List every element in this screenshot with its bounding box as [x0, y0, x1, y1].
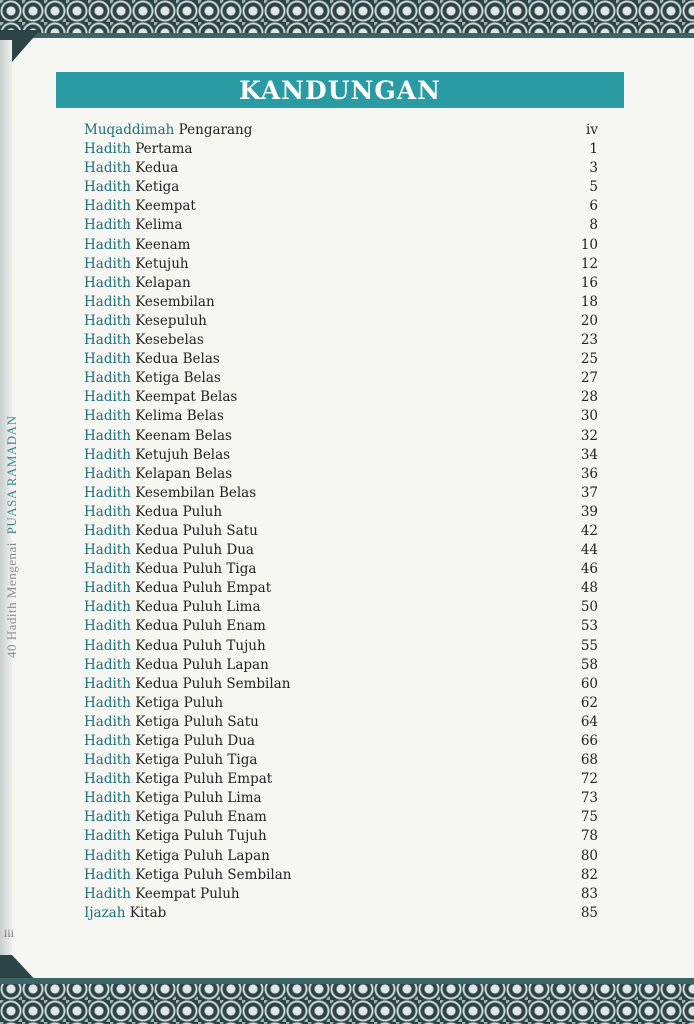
toc-entry-keyword: Hadith [84, 217, 131, 234]
toc-entry-page: 18 [580, 293, 598, 310]
toc-entry-keyword: Hadith [84, 503, 131, 520]
toc-entry-name: Ketiga Puluh Lima [135, 790, 262, 807]
toc-entry [84, 694, 598, 713]
toc-entry-title [84, 522, 258, 541]
toc-entry [84, 808, 598, 827]
toc-entry [84, 847, 598, 866]
toc-entry-page: 23 [580, 332, 598, 349]
toc-entry-page: 36 [580, 465, 598, 482]
toc-entry-name: Keempat Puluh [135, 885, 240, 902]
toc-entry-page: 1 [589, 141, 598, 158]
toc-entry-name: Kedua Puluh Tiga [135, 561, 257, 578]
toc-entry-page: 12 [580, 255, 598, 272]
toc-entry-name: Kesebelas [135, 332, 204, 349]
toc-entry-page: 42 [580, 522, 598, 539]
toc-entry-page: 46 [580, 561, 598, 578]
toc-entry-name: Pertama [135, 141, 193, 158]
toc-entry-name: Kedua [135, 160, 179, 177]
toc-entry [84, 827, 598, 846]
toc-entry-keyword: Hadith [84, 771, 131, 788]
toc-entry-page: 62 [580, 694, 598, 711]
toc-entry-title [84, 236, 190, 255]
toc-entry-keyword: Hadith [84, 255, 131, 272]
toc-entry-title [84, 713, 259, 732]
toc-entry [84, 216, 598, 235]
toc-entry-title [84, 560, 256, 579]
title-banner [56, 72, 624, 108]
toc-entry-keyword: Hadith [84, 312, 131, 329]
toc-entry-title [84, 789, 262, 808]
toc-entry-keyword: Hadith [84, 694, 131, 711]
toc-entry-name: Kesepuluh [135, 312, 207, 329]
toc-entry-page: iv [586, 122, 598, 138]
toc-entry-title [84, 274, 191, 293]
toc-entry-page: 25 [580, 351, 598, 368]
toc-entry [84, 617, 598, 636]
toc-entry-title [84, 656, 269, 675]
toc-entry [84, 579, 598, 598]
toc-entry [84, 522, 598, 541]
toc-entry-page: 6 [589, 198, 598, 215]
toc-entry-keyword: Hadith [84, 885, 131, 902]
toc-entry [84, 350, 598, 369]
toc-entry-title [84, 350, 220, 369]
toc-entry-page: 27 [580, 370, 598, 387]
toc-entry-title [84, 159, 178, 178]
decorative-top-border [0, 0, 694, 38]
toc-entry-title [84, 847, 270, 866]
toc-entry [84, 713, 598, 732]
toc-entry-title [84, 465, 232, 484]
toc-entry-page: 44 [580, 542, 598, 559]
toc-entry-name: Ketiga Puluh Tiga [135, 752, 258, 769]
toc-entry-name: Keenam Belas [135, 427, 232, 444]
toc-entry-page: 39 [580, 503, 598, 520]
running-header-line1: 40 Hadith Mengenai [4, 542, 19, 658]
toc-entry-page: 83 [580, 885, 598, 902]
toc-entry-page: 37 [580, 484, 598, 501]
toc-entry-keyword: Hadith [84, 866, 131, 883]
toc-entry-title [84, 197, 196, 216]
toc-entry-name: Kedua Puluh [135, 503, 223, 520]
running-header-line2: PUASA RAMADAN [4, 415, 19, 535]
toc-entry [84, 159, 598, 178]
toc-entry-keyword: Hadith [84, 752, 131, 769]
toc-entry-name: Kedua Puluh Sembilan [135, 675, 291, 692]
toc-entry [84, 197, 598, 216]
toc-entry-keyword: Hadith [84, 389, 131, 406]
toc-entry [84, 656, 598, 675]
toc-entry-title [84, 140, 192, 159]
toc-entry-page: 10 [580, 236, 598, 253]
toc-entry-keyword: Hadith [84, 332, 131, 349]
toc-entry-keyword: Hadith [84, 484, 131, 501]
toc-entry-page: 16 [580, 274, 598, 291]
toc-entry-page: 48 [580, 580, 598, 597]
toc-entry-title [84, 293, 215, 312]
toc-entry-keyword: Hadith [84, 561, 131, 578]
toc-entry-keyword: Hadith [84, 618, 131, 635]
toc-entry-page: 78 [580, 828, 598, 845]
toc-entry-keyword: Hadith [84, 141, 131, 158]
toc-entry-page: 80 [580, 847, 598, 864]
decorative-bottom-border [0, 978, 694, 1024]
toc-entry-title [84, 503, 222, 522]
toc-entry [84, 637, 598, 656]
toc-entry-keyword: Hadith [84, 542, 131, 559]
toc-entry-page: 50 [580, 599, 598, 616]
toc-entry-title [84, 388, 237, 407]
toc-entry-page: 55 [580, 637, 598, 654]
toc-entry-name: Keempat [135, 198, 196, 215]
toc-entry [84, 331, 598, 350]
toc-entry [84, 427, 598, 446]
toc-entry-name: Kelapan [135, 274, 191, 291]
toc-entry-name: Kedua Puluh Enam [135, 618, 266, 635]
toc-entry-title [84, 866, 291, 885]
toc-entry [84, 293, 598, 312]
toc-entry-keyword: Hadith [84, 713, 131, 730]
toc-entry [84, 465, 598, 484]
toc-entry-keyword: Hadith [84, 599, 131, 616]
toc-entry-name: Kelima [135, 217, 183, 234]
toc-entry-name: Kesembilan Belas [135, 484, 257, 501]
toc-entry-page: 3 [589, 160, 598, 177]
toc-entry-page: 68 [580, 752, 598, 769]
toc-entry-name: Ketiga Puluh Satu [135, 713, 259, 730]
toc-entry-name: Kesembilan [135, 293, 215, 310]
toc-entry-name: Ketiga Puluh Enam [135, 809, 267, 826]
toc-entry-keyword: Hadith [84, 293, 131, 310]
toc-entry-name: Kedua Puluh Satu [135, 522, 258, 539]
running-header-vertical [4, 58, 20, 658]
toc-entry-page: 75 [580, 809, 598, 826]
table-of-contents [84, 121, 598, 923]
toc-entry-keyword: Hadith [84, 733, 131, 749]
toc-entry-name: Ketiga [135, 179, 180, 196]
toc-entry-title [84, 446, 230, 465]
toc-entry-page: 34 [580, 446, 598, 463]
toc-entry-keyword: Hadith [84, 828, 131, 845]
toc-entry-name: Ketiga Belas [135, 370, 221, 387]
toc-entry-page: 85 [580, 904, 598, 921]
toc-entry-keyword: Hadith [84, 809, 131, 826]
toc-entry-keyword: Hadith [84, 351, 131, 368]
toc-entry-name: Ketiga Puluh Empat [135, 771, 273, 788]
toc-entry-page: 73 [580, 790, 598, 807]
toc-entry-title [84, 331, 204, 350]
toc-entry-title [84, 255, 189, 274]
toc-entry [84, 484, 598, 503]
toc-entry [84, 598, 598, 617]
toc-entry [84, 388, 598, 407]
toc-entry [84, 904, 598, 923]
toc-entry-keyword: Hadith [84, 198, 131, 215]
toc-entry [84, 178, 598, 197]
toc-entry-name: Ketujuh Belas [135, 446, 231, 463]
toc-entry-name: Keempat Belas [135, 389, 238, 406]
toc-entry [84, 503, 598, 522]
toc-entry-title [84, 484, 256, 503]
toc-entry-keyword: Hadith [84, 580, 131, 597]
toc-entry-page: 8 [589, 217, 598, 234]
toc-entry-title [84, 751, 257, 770]
toc-entry-name: Kedua Puluh Lapan [135, 656, 269, 673]
toc-entry-keyword: Hadith [84, 675, 131, 692]
toc-entry-keyword: Hadith [84, 637, 131, 654]
toc-entry-keyword: Hadith [84, 408, 131, 425]
toc-entry-name: Kedua Puluh Dua [135, 542, 254, 559]
toc-entry-title [84, 541, 254, 560]
toc-entry-title [84, 675, 290, 694]
toc-entry-title [84, 427, 232, 446]
toc-entry [84, 885, 598, 904]
toc-entry-keyword: Hadith [84, 160, 131, 177]
toc-entry-title [84, 598, 261, 617]
toc-entry [84, 675, 598, 694]
toc-entry-name: Ketujuh [135, 255, 189, 272]
toc-entry-name: Kedua Puluh Tujuh [135, 637, 266, 654]
toc-entry [84, 407, 598, 426]
toc-entry-title [84, 827, 267, 846]
toc-entry-title [84, 178, 179, 197]
toc-entry-keyword: Ijazah [84, 904, 126, 921]
toc-entry [84, 446, 598, 465]
toc-entry [84, 789, 598, 808]
toc-entry-keyword: Hadith [84, 427, 131, 444]
toc-entry-keyword: Hadith [84, 847, 131, 864]
page-title: KANDUNGAN [239, 75, 441, 105]
toc-entry [84, 312, 598, 331]
toc-entry-title [84, 885, 240, 904]
toc-entry-name: Keenam [135, 236, 191, 253]
toc-entry [84, 369, 598, 388]
toc-entry [84, 255, 598, 274]
toc-entry-title [84, 770, 272, 789]
toc-entry-name: Kelima Belas [135, 408, 224, 425]
toc-entry-page: 58 [580, 656, 598, 673]
toc-entry-keyword: Hadith [84, 236, 131, 253]
toc-entry-name: Kitab [129, 904, 167, 921]
toc-entry-page: 30 [580, 408, 598, 425]
toc-entry-page: 32 [580, 427, 598, 444]
toc-entry-keyword: Hadith [84, 465, 131, 482]
toc-entry-keyword: Hadith [84, 370, 131, 387]
toc-entry [84, 121, 598, 140]
toc-entry-page: 53 [580, 618, 598, 635]
toc-entry-name: Ketiga Puluh [135, 694, 224, 711]
toc-entry-name: Ketiga Puluh Tujuh [135, 828, 267, 845]
toc-entry-title [84, 732, 255, 751]
toc-entry-page: 72 [580, 771, 598, 788]
toc-entry-name: Ketiga Puluh Lapan [135, 847, 270, 864]
page-number: iii [4, 926, 15, 940]
toc-entry-keyword: Hadith [84, 656, 131, 673]
toc-entry-title [84, 694, 223, 713]
toc-entry-keyword: Hadith [84, 790, 131, 807]
toc-entry-page: 82 [580, 866, 598, 883]
toc-entry [84, 274, 598, 293]
toc-entry [84, 751, 598, 770]
toc-entry-page: 28 [580, 389, 598, 406]
toc-entry [84, 866, 598, 885]
toc-entry-page: 60 [580, 675, 598, 692]
toc-entry-title [84, 369, 221, 388]
toc-entry [84, 770, 598, 789]
toc-entry [84, 236, 598, 255]
toc-entry [84, 732, 598, 751]
toc-entry-title [84, 407, 224, 426]
toc-entry-keyword: Muqaddimah [84, 122, 175, 138]
toc-entry [84, 541, 598, 560]
toc-entry-title [84, 579, 271, 598]
toc-entry-keyword: Hadith [84, 446, 131, 463]
toc-entry-page: 5 [589, 179, 598, 196]
toc-entry-title [84, 637, 266, 656]
toc-entry-page: 66 [580, 733, 598, 749]
toc-entry-name: Kedua Puluh Empat [135, 580, 272, 597]
toc-entry-title [84, 808, 267, 827]
toc-entry-name: Pengarang [178, 122, 253, 138]
toc-entry-page: 20 [580, 312, 598, 329]
toc-entry-keyword: Hadith [84, 522, 131, 539]
toc-entry-keyword: Hadith [84, 179, 131, 196]
toc-entry-title [84, 216, 182, 235]
toc-entry-title [84, 617, 266, 636]
toc-entry-keyword: Hadith [84, 274, 131, 291]
toc-entry-name: Kedua Puluh Lima [135, 599, 261, 616]
toc-entry-page: 64 [580, 713, 598, 730]
toc-entry-name: Ketiga Puluh Dua [135, 733, 255, 749]
toc-entry-title [84, 904, 166, 923]
toc-entry-name: Kelapan Belas [135, 465, 233, 482]
toc-entry-title [84, 121, 252, 140]
toc-entry-name: Ketiga Puluh Sembilan [135, 866, 292, 883]
toc-entry-title [84, 312, 207, 331]
toc-entry [84, 560, 598, 579]
toc-entry [84, 140, 598, 159]
toc-entry-name: Kedua Belas [135, 351, 220, 368]
